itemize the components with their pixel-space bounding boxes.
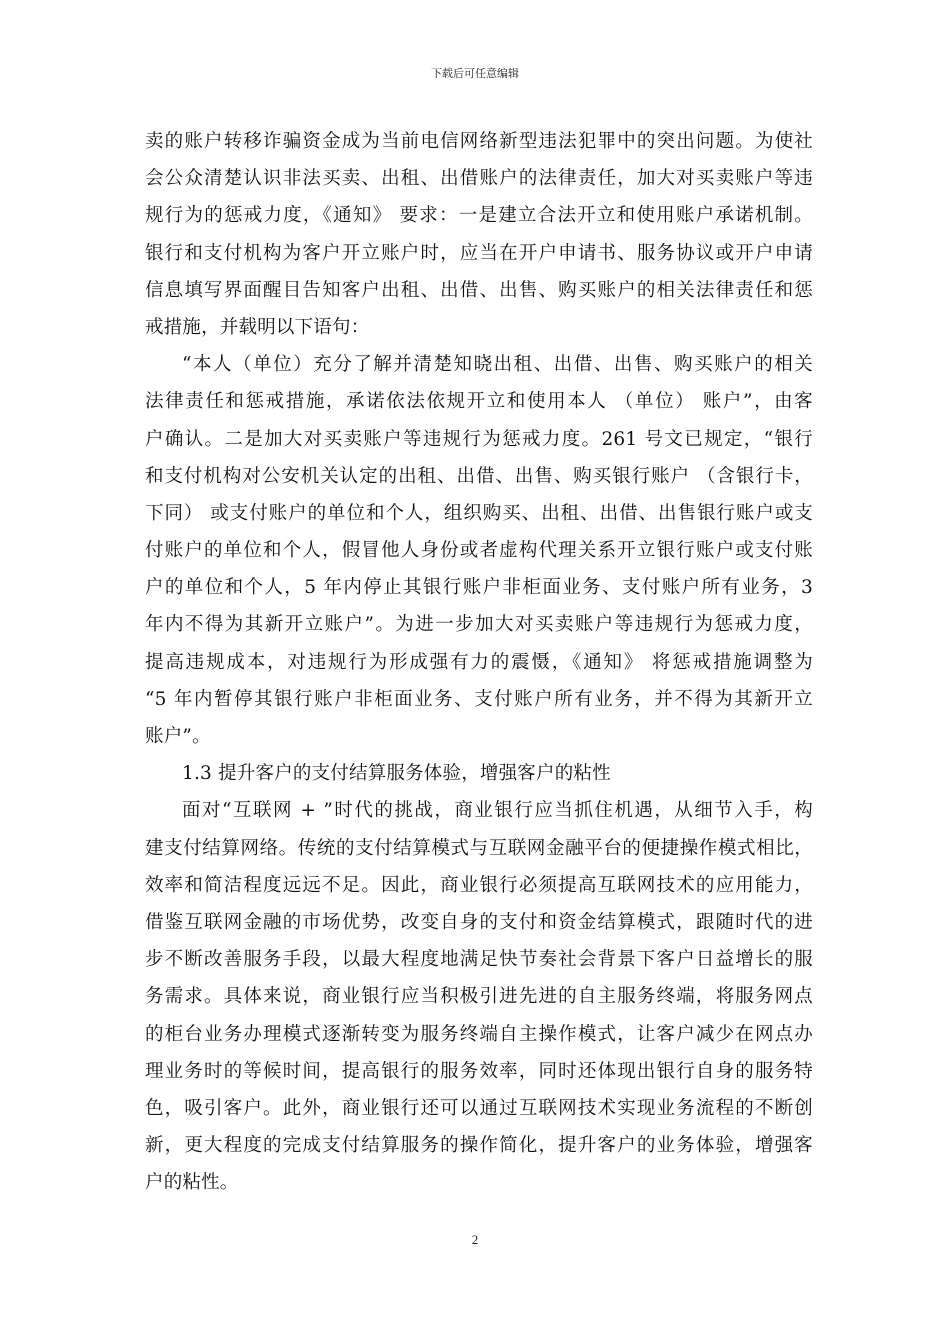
- body-line: 账户”。: [145, 726, 211, 747]
- page-number: 2: [471, 1232, 479, 1247]
- body-line: 新，更大程度的完成支付结算服务的操作简化，提升客户的业务体验，增强客: [145, 1135, 813, 1157]
- body-line: 效率和简洁程度远远不足。因此，商业银行必须提高互联网技术的应用能力，: [145, 874, 813, 896]
- page-header: 下载后可任意编辑: [431, 67, 519, 80]
- body-line: 下同） 或支付账户的单位和个人，组织购买、出租、出借、出售银行账户或支: [145, 502, 813, 524]
- document-body: [145, 123, 813, 1201]
- section-heading: 1.3 提升客户的支付结算服务体验，增强客户的粘性: [182, 763, 611, 785]
- body-line: 信息填写界面醒目告知客户出租、出借、出售、购买账户的相关法律责任和惩: [145, 279, 813, 301]
- body-line: 务需求。具体来说，商业银行应当积极引进先进的自主服务终端，将服务网点: [145, 986, 813, 1008]
- body-line: 卖的账户转移诈骗资金成为当前电信网络新型违法犯罪中的突出问题。为使社: [145, 131, 813, 152]
- body-line: 理业务时的等候时间，提高银行的服务效率，同时还体现出银行自身的服务特: [145, 1060, 813, 1082]
- quote-paragraph-start: “本人（单位）充分了解并清楚知晓出租、出借、出售、购买账户的相关: [182, 354, 813, 376]
- body-line: 戒措施，并载明以下语句：: [145, 316, 370, 338]
- body-line: 银行和支付机构为客户开立账户时，应当在开户申请书、服务协议或开户申请: [145, 242, 813, 264]
- body-line: 年内不得为其新开立账户”。为进一步加大对买卖账户等违规行为惩戒力度，: [145, 614, 813, 636]
- body-line: 色，吸引客户。此外，商业银行还可以通过互联网技术实现业务流程的不断创: [145, 1097, 813, 1119]
- body-line: 和支付机构对公安机关认定的出租、出借、出售、购买银行账户 （含银行卡，: [145, 465, 813, 487]
- body-line: 建支付结算网络。传统的支付结算模式与互联网金融平台的便捷操作模式相比，: [145, 837, 813, 859]
- body-line: 会公众清楚认识非法买卖、出租、出借账户的法律责任，加大对买卖账户等违: [145, 168, 813, 190]
- body-line: 的柜台业务办理模式逐渐转变为服务终端自主操作模式，让客户减少在网点办: [145, 1023, 813, 1045]
- body-line: 步不断改善服务手段，以最大程度地满足快节奏社会背景下客户日益增长的服: [145, 949, 813, 971]
- paragraph-start: 面对“互联网 + ”时代的挑战，商业银行应当抓住机遇，从细节入手，构: [182, 800, 813, 822]
- body-line: 规行为的惩戒力度，《通知》 要求：一是建立合法开立和使用账户承诺机制。: [145, 205, 813, 227]
- body-line: 户的粘性。: [145, 1172, 239, 1194]
- body-line: 法律责任和惩戒措施，承诺依法依规开立和使用本人 （单位） 账户”，由客: [145, 391, 813, 413]
- body-line: 提高违规成本，对违规行为形成强有力的震慑，《通知》 将惩戒措施调整为: [145, 651, 813, 673]
- body-line: 借鉴互联网金融的市场优势，改变自身的支付和资金结算模式，跟随时代的进: [145, 911, 813, 933]
- body-line: 户确认。二是加大对买卖账户等违规行为惩戒力度。261 号文已规定，“银行: [145, 428, 813, 450]
- body-line: 户的单位和个人，5 年内停止其银行账户非柜面业务、支付账户所有业务，3: [145, 577, 813, 599]
- body-line: 付账户的单位和个人，假冒他人身份或者虚构代理关系开立银行账户或支付账: [145, 540, 813, 562]
- body-line: “5 年内暂停其银行账户非柜面业务、支付账户所有业务，并不得为其新开立: [145, 688, 813, 710]
